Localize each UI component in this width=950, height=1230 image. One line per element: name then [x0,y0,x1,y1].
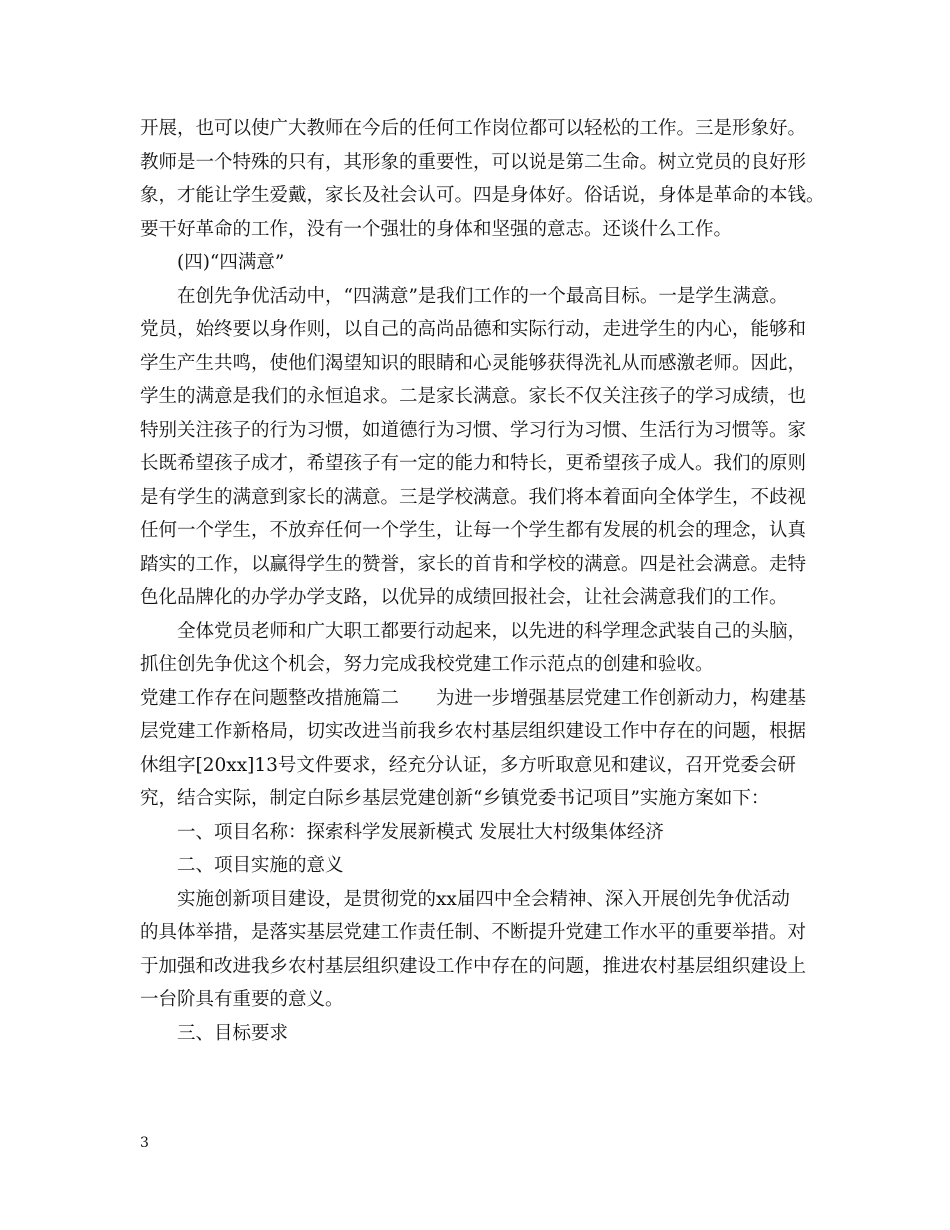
text-line: 象，才能让学生爱戴，家长及社会认可。四是身体好。俗话说，身体是革命的本钱。 [140,185,825,206]
text-line: 色化品牌化的办学办学支路，以优异的成绩回报社会，让社会满意我们的工作。 [140,587,788,608]
text-line: 三、目标要求 [177,1022,289,1044]
text-line: 的具体举措，是落实基层党建工作责任制、不断提升党建工作水平的重要举措。对 [140,922,807,943]
text-line: 学生的满意是我们的永恒追求。二是家长满意。家长不仅关注孩子的学习成绩，也 [140,386,807,407]
text-line: 在创先争优活动中，“四满意”是我们工作的一个最高目标。一是学生满意。 [177,285,788,307]
text-line: 开展，也可以使广大教师在今后的任何工作岗位都可以轻松的工作。三是形象好。 [140,118,807,139]
text-line: 长既希望孩子成才，希望孩子有一定的能力和特长，更希望孩子成人。我们的原则 [140,453,807,474]
text-line: 党建工作存在问题整改措施篇二 为进一步增强基层党建工作创新动力，构建基 [140,687,807,709]
text-line: 是有学生的满意到家长的满意。三是学校满意。我们将本着面向全体学生，不歧视 [140,486,807,508]
text-line: 于加强和改进我乡农村基层组织建设工作中存在的问题，推进农村基层组织建设上 [140,955,807,977]
text-line: 休组字[20xx]13号文件要求，经充分认证，多方听取意见和建议，召开党委会研 [140,754,796,776]
text-line: 党员，始终要以身作则，以自己的高尚品德和实际行动，走进学生的内心，能够和 [140,319,807,340]
text-line: 究，结合实际，制定白际乡基层党建创新“乡镇党委书记项目”实施方案如下： [140,788,770,809]
text-line: 层党建工作新格局，切实改进当前我乡农村基层组织建设工作中存在的问题，根据 [140,721,807,742]
text-line: (四)“四满意” [177,252,285,273]
text-line: 学生产生共鸣，使他们渴望知识的眼睛和心灵能够获得洗礼从而感激老师。因此， [140,352,807,374]
text-line: 实施创新项目建设，是贯彻党的xx届四中全会精神、深入开展创先争优活动 [177,888,790,910]
text-line: 要干好革命的工作，没有一个强壮的身体和坚强的意志。还谈什么工作。 [140,218,733,240]
text-line: 任何一个学生，不放弃任何一个学生，让每一个学生都有发展的机会的理念，认真 [140,520,807,541]
text-line: 一、项目名称：探索科学发展新模式 发展壮大村级集体经济 [177,821,664,843]
text-line: 教师是一个特殊的只有，其形象的重要性，可以说是第二生命。树立党员的良好形 [140,151,807,173]
text-line: 一台阶具有重要的意义。 [140,989,344,1010]
page-number: 3 [140,1135,149,1151]
body-text [140,112,830,1050]
text-line: 二、项目实施的意义 [177,855,344,876]
text-line: 特别关注孩子的行为习惯，如道德行为习惯、学习行为习惯、生活行为习惯等。家 [140,419,807,441]
text-line: 踏实的工作，以赢得学生的赞誉，家长的首肯和学校的满意。四是社会满意。走特 [140,553,807,575]
text-line: 抓住创先争优这个机会，努力完成我校党建工作示范点的创建和验收。 [140,654,714,675]
text-line: 全体党员老师和广大职工都要行动起来，以先进的科学理念武装自己的头脑， [177,620,807,642]
